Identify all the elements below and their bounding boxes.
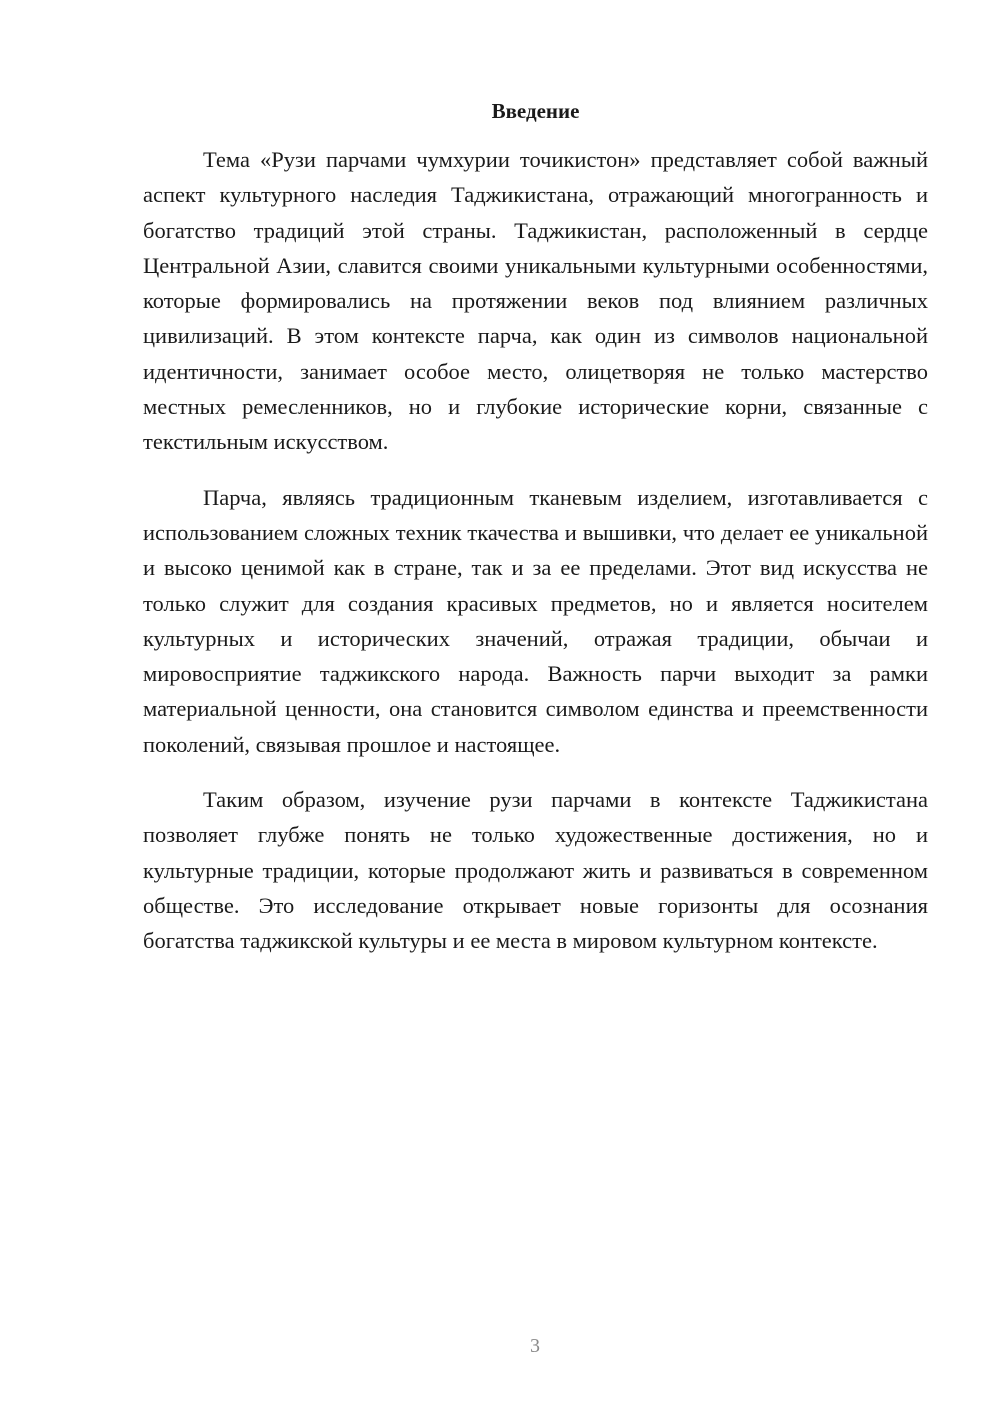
paragraph: Таким образом, изучение рузи парчами в контексте Таджикистана позволяет глубже понять не только художественные достижения, но и культурные традиции, которые продолжают жить и развиваться в современном обществе. Это исследование открывает новые горизонты для осознания богатства таджикской культуры и ее места в мировом культурном контексте. xyxy=(143,787,928,954)
paragraph: Парча, являясь традиционным тканевым изделием, изготавливается с использованием сложных техник ткачества и вышивки, что делает ее уникальной и высоко ценимой как в стране, так и за ее пределами. Этот вид искусства не только служит для создания красивых предметов, но и является носителем культурных и исторических значений, отражая традиции, обычаи и мировосприятие таджикского народа. Важность парчи выходит за рамки материальной ценности, она становится символом единства и преемственности поколений, связывая прошлое и настоящее. xyxy=(143,484,928,757)
paragraph: Тема «Рузи парчами чумхурии точикистон» представляет собой важный аспект культурного наследия Таджикистана, отражающий многогранность и богатство традиций этой страны. Таджикистан, расположенный в сердце Центральной Азии, славится своими уникальными культурными особенностями, которые формировались на протяжении веков под влиянием различных цивилизаций. В этом контексте парча, как один из символов национальной идентичности, занимает особое место, олицетворяя не только мастерство местных ремесленников, но и глубокие исторические корни, связанные с текстильным искусством. xyxy=(143,147,928,455)
body-text xyxy=(143,142,928,979)
section-heading: Введение xyxy=(491,99,580,123)
page-number: 3 xyxy=(530,1335,540,1357)
